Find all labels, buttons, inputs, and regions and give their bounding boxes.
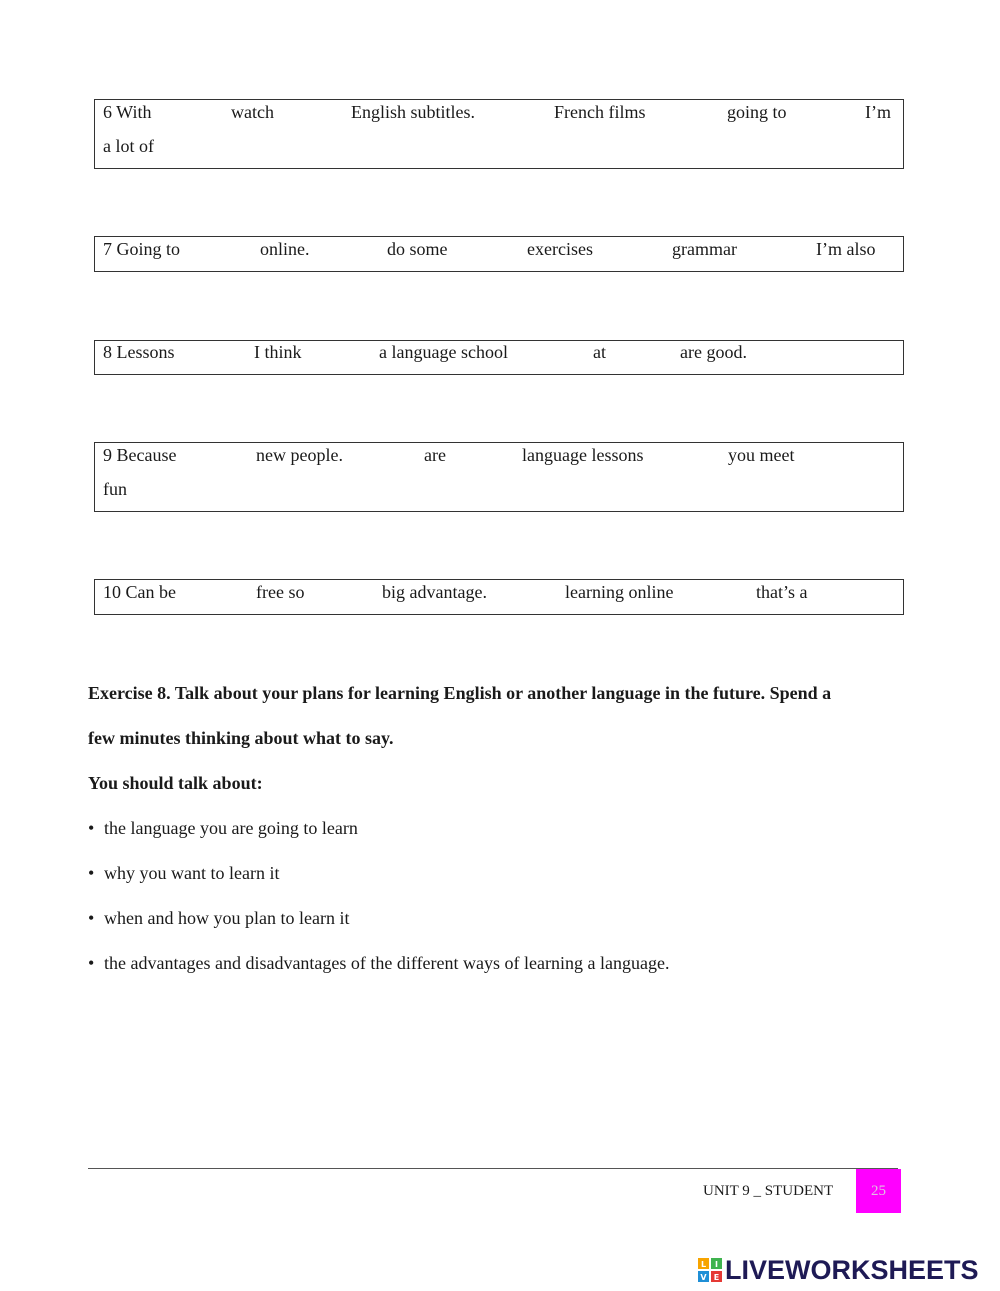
bullet-item-2 — [88, 863, 279, 884]
bullet-text: the language you are going to learn — [104, 818, 358, 838]
talk-about-heading: You should talk about: — [88, 773, 263, 793]
page-number-badge — [856, 1169, 901, 1213]
word-6-5: going to — [727, 102, 787, 122]
bullet-dot: • — [88, 818, 95, 838]
word-box-8 — [94, 340, 904, 375]
word-10-5: that’s a — [756, 582, 808, 602]
word-7-3: do some — [387, 239, 448, 259]
exercise-8-instruction-line-2: few minutes thinking about what to say. — [88, 728, 394, 748]
word-10-2: free so — [256, 582, 305, 602]
word-10-3: big advantage. — [382, 582, 487, 602]
word-7-2: online. — [260, 239, 310, 259]
word-6-7: a lot of — [103, 136, 154, 156]
bullet-text: the advantages and disadvantages of the different ways of learning a language. — [104, 953, 670, 973]
word-7-1: 7 Going to — [103, 239, 181, 259]
footer-unit-label: UNIT 9 _ STUDENT — [703, 1183, 834, 1199]
liveworksheets-logo-text: LIVEWORKSHEETS — [725, 1254, 979, 1285]
word-10-1: 10 Can be — [103, 582, 176, 602]
bullet-text: why you want to learn it — [104, 863, 280, 883]
word-box-6 — [94, 99, 904, 169]
bullet-item-1 — [88, 818, 358, 839]
word-6-1: 6 With — [103, 102, 152, 122]
word-10-4: learning online — [565, 582, 674, 602]
word-box-9 — [94, 442, 904, 512]
bullet-item-4 — [88, 953, 669, 974]
svg-text:V: V — [700, 1273, 707, 1282]
word-8-4: at — [593, 342, 606, 362]
bullet-item-3 — [88, 908, 349, 929]
word-7-4: exercises — [527, 239, 593, 259]
svg-text:E: E — [713, 1273, 720, 1282]
word-9-6: fun — [103, 479, 127, 499]
word-6-4: French films — [554, 102, 646, 122]
word-8-2: I think — [254, 342, 302, 362]
word-9-2: new people. — [256, 445, 343, 465]
word-6-2: watch — [231, 102, 274, 122]
bullet-dot: • — [88, 863, 95, 883]
word-8-3: a language school — [379, 342, 508, 362]
bullet-text: when and how you plan to learn it — [104, 908, 350, 928]
liveworksheets-logo — [697, 1255, 979, 1285]
page-number: 25 — [871, 1182, 886, 1199]
word-8-5: are good. — [680, 342, 747, 362]
word-9-3: are — [424, 445, 446, 465]
word-6-3: English subtitles. — [351, 102, 476, 122]
footer-divider — [88, 1168, 898, 1169]
bullet-dot: • — [88, 908, 95, 928]
word-9-4: language lessons — [522, 445, 644, 465]
word-6-6: I’m — [865, 102, 891, 122]
svg-text:L: L — [700, 1260, 707, 1269]
word-box-7 — [94, 236, 904, 272]
word-9-1: 9 Because — [103, 445, 177, 465]
word-box-10 — [94, 579, 904, 615]
liveworksheets-logo-icon — [697, 1257, 723, 1283]
bullet-dot: • — [88, 953, 95, 973]
word-9-5: you meet — [728, 445, 795, 465]
word-7-5: grammar — [672, 239, 737, 259]
word-7-6: I’m also — [816, 239, 876, 259]
exercise-8-instruction-line-1: Exercise 8. Talk about your plans for learning English or another language in the future. Spend a — [88, 683, 832, 703]
word-8-1: 8 Lessons — [103, 342, 175, 362]
svg-text:I: I — [715, 1260, 718, 1269]
